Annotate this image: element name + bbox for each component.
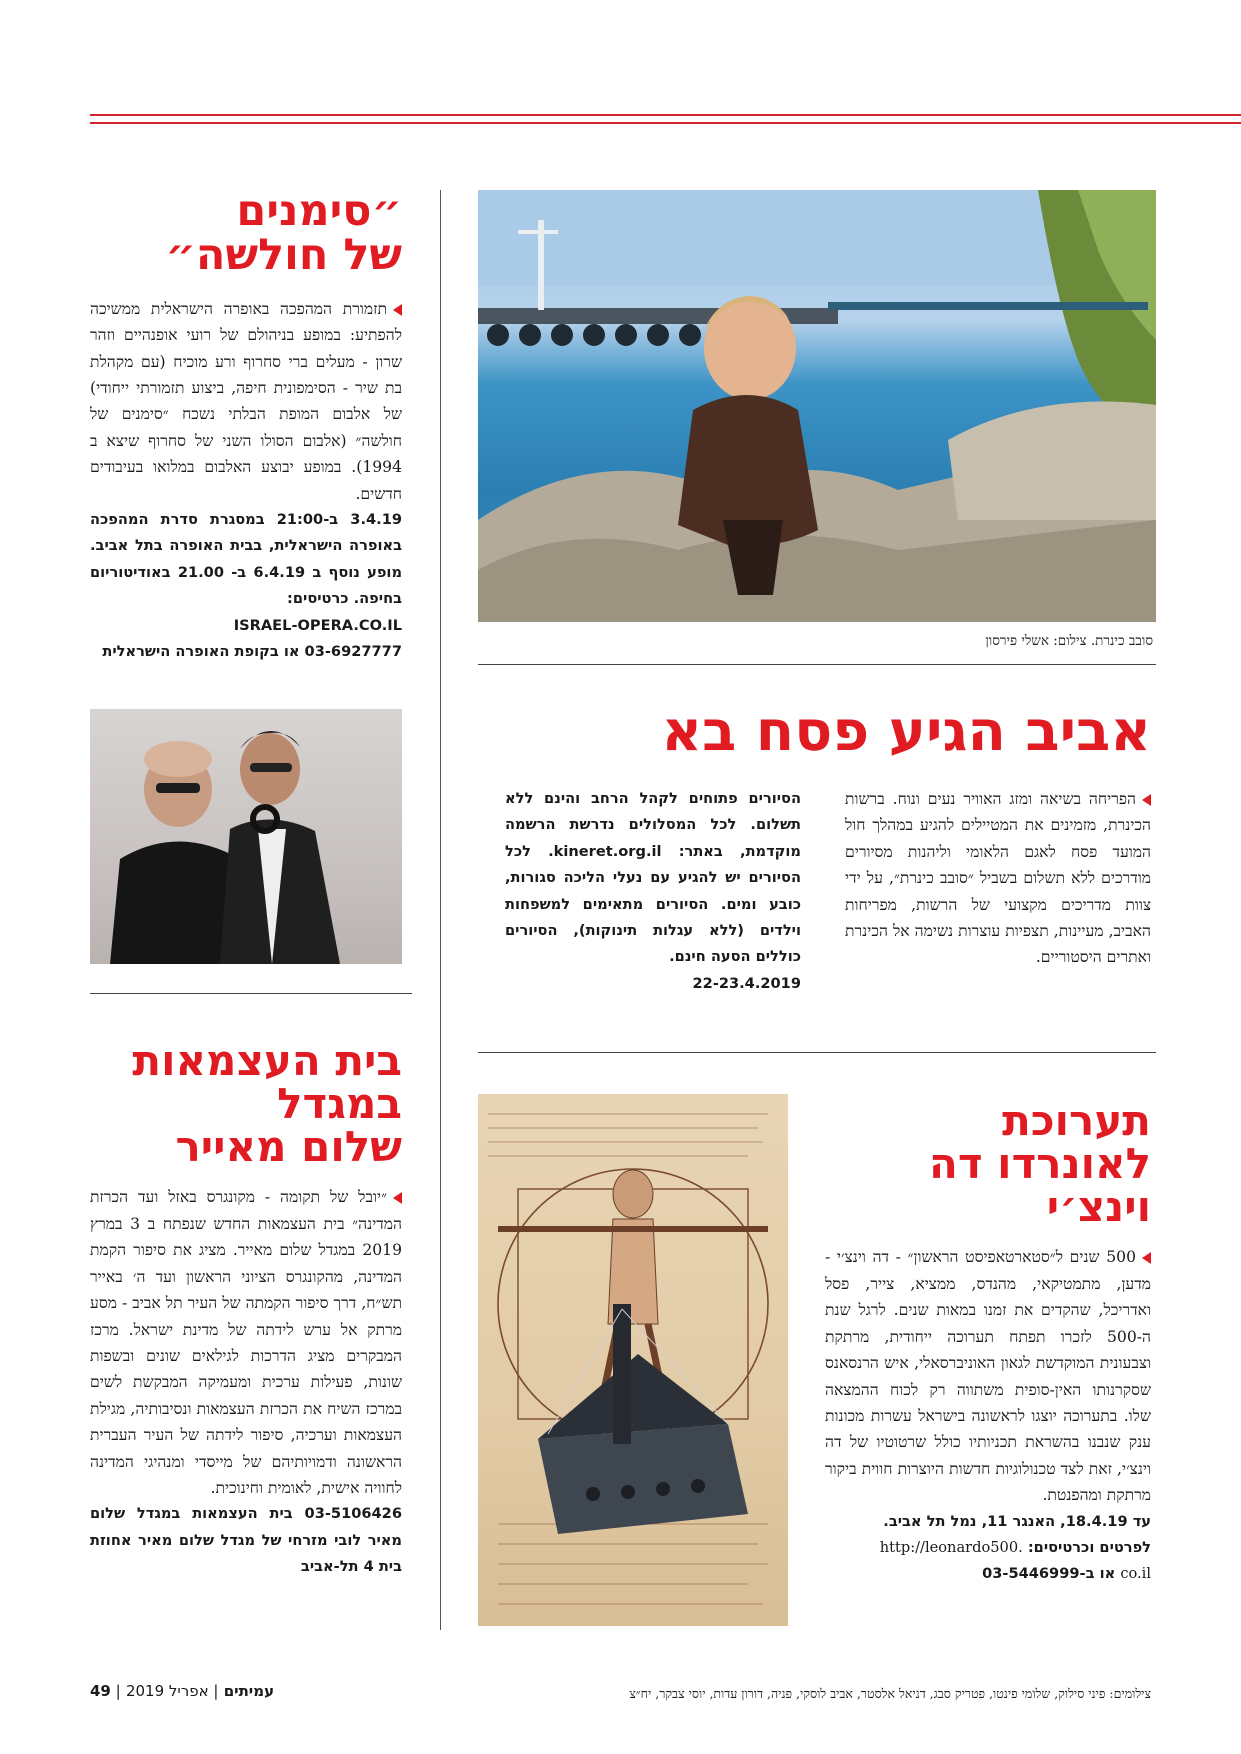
bullet-icon [1142, 1252, 1151, 1264]
spring-title: אביב הגיע פסח בא [661, 699, 1151, 764]
section-divider [478, 1052, 1156, 1053]
section-divider [478, 664, 1156, 665]
vitruvian-illustration [478, 1094, 788, 1626]
musicians-illustration [90, 709, 402, 964]
bullet-icon [1142, 794, 1151, 806]
section-divider [90, 993, 412, 994]
page-number: 49 [90, 1682, 111, 1700]
page-footer: עמיתים | אפריל 2019 | 49 [90, 1682, 275, 1700]
opera-article [90, 186, 403, 665]
independence-title: בית העצמאות במגדל שלום מאייר [132, 1036, 402, 1171]
spring-dates: 22-23.4.2019 [692, 974, 801, 992]
opera-details: 3.4.19 ב-21:00 במסגרת סדרת המהפכה באופרה הישראלית, בבית האופרה בתל אביב. מופע נוסף ב 6.4.19 ב- 21.00 באודיטוריום בחיפה. כרטיסים: [90, 510, 403, 608]
opera-website[interactable]: ISRAEL-OPERA.CO.IL [233, 616, 402, 634]
photo-caption: סובב כינרת. צילום: אשלי פירסון [985, 633, 1153, 649]
photo-credits: צילומים: פיני סילוק, שלומי פינטו, פטריק סבג, דניאל אלסטר, אביב לוסקי, פניה, דורון עדות, יוסי צבקר, יח״צ [629, 1686, 1151, 1701]
kinneret-illustration [478, 190, 1156, 622]
independence-article [90, 1036, 403, 1581]
issue-date: אפריל 2019 [125, 1682, 209, 1700]
leonardo-article [825, 1096, 1151, 1588]
top-rule [90, 114, 1241, 116]
spring-column-1: הפריחה בשיאה ומזג האוויר נעים ונוח. ברשות הכינרת, מזמינים את המטיילים להגיע במהלך חול המועד פסח לאגם הלאומי וליהנות מסיורים מודרכים ללא תשלום בשביל ״סובב כינרת״, על ידי צוות מדריכים מקצועי של הרשות, מפריחות האביב, מעיינות, תצפיות עוצרות נשימה אל הכינרת ואתרים היסטוריים. [845, 790, 1151, 967]
opera-body: תזמורת המהפכה באופרה הישראלית ממשיכה להפתיע: במופע בניהולם של רועי אופנהיים וזהר שרון - מעלים ברי סחרוף ורע מוכיח (עם מקהלת בת שיר - הסימפונית חיפה, ביצוע תזמורתי ייחודי) של אלבום המופת הבלתי נשכח ״סימנים של חולשה״ (אלבום הסולו השני של סחרוף שיצא ב 1994). במופע יבוצע האלבום במלואו בעיבודים חדשים. 3.4.19 ב-21:00 במסגרת סדרת המהפכה באופרה הישראלית, בבית האופרה בתל אביב. מופע נוסף ב 6.4.19 ב- 21.00 באודיטוריום בחיפה. כרטיסים: ISRAEL-OPERA.CO.IL 03-6927777 או בקופת האופרה הישראלית [90, 296, 402, 666]
opera-title: ״סימנים של חולשה״ [165, 186, 402, 280]
magazine-name: עמיתים [223, 1682, 275, 1700]
musicians-photo [90, 709, 402, 964]
bullet-icon [393, 1192, 402, 1204]
leonardo-body: 500 שנים ל״סטארטאפיסט הראשון״ - דה וינצ׳י - מדען, מתמטיקאי, מהנדס, ממציא, צייר, פסל ואדריכל, שהקדים את זמנו במאות שנים. לרגל שנת ה-500 לזכרו תפתח תערוכה ייחודית, מרתקת וצבעונית המוקדשת לגאון האוניברסאלי, איש הרנסאנס שסקרנותו האין-סופית משתווה רק לכוח ההמצאה שלו. בתערוכה יוצגו לראשונה בישראל עשרות מכונות ענק שנבנו בהשראת תכניותיו כולל שרטוטיו של דה וינצ׳י, זאת לצד טכנולוגיות חדשות היוצרות חווית ביקור מרתקת ומהפנטת. עד 18.4.19, האנגר 11, נמל תל אביב. לפרטים וכרטיסים: http://leonardo500. co.il או ב-03-5446999 [825, 1244, 1151, 1587]
kinneret-photo [478, 190, 1156, 622]
leonardo-url[interactable]: http://leonardo500. [879, 1538, 1023, 1556]
vitruvian-photo [478, 1094, 788, 1626]
spring-tour-info: הסיורים פתוחים לקהל הרחב והינם ללא תשלום. לכל המסלולים נדרשת הרשמה מוקדמת, באתר: kineret.org.il. לכל הסיורים יש להגיע עם נעלי הליכה סגורות, כובע ומים. הסיורים מתאימים למשפחות וילדים (ללא עגלות תינוקות), הסיורים כוללים הסעה חינם. [505, 790, 801, 966]
leonardo-title: תערוכת לאונרדו דה וינצ׳י [929, 1096, 1151, 1231]
leonardo-phone-line: co.il או ב-03-5446999 [982, 1565, 1151, 1583]
leonardo-tickets: לפרטים וכרטיסים: http://leonardo500. [879, 1538, 1151, 1556]
independence-body: ״יובל של תקומה - מקונגרס באזל ועד הכרזת המדינה״ בית העצמאות החדש שנפתח ב 3 במרץ 2019 במגדל שלום מאייר. מציג את סיפור הקמת המדינה, מהקונגרס הציוני הראשון ועד ה׳ באייר תש״ח, דרך סיפור הקמתה של העיר תל אביב - מסע מרתק אל ערש לידתה של מדינת ישראל. מרכז המבקרים מציג הדרכות לגילאים שונים ובשפות שונות, פעילות ערכית ומעמיקה המבקשת לשים במרכז השיח את הכרזת העצמאות ונסיבותיה, מגילת העצמאות וערכיה, סיפור לידתה של העיר העברית הראשונה ודמויותיהם של מייסדי ומנהיגי המדינה לחוויה אישית, לאומית וחינוכית. 03-5106426 בית העצמאות במגדל שלום מאיר לובי מזרחי של מגדל שלום מאיר אחוזת בית 4 תל-אביב [90, 1184, 402, 1580]
top-rule-2 [90, 122, 1241, 124]
column-divider [440, 190, 441, 1630]
independence-address: 03-5106426 בית העצמאות במגדל שלום מאיר לובי מזרחי של מגדל שלום מאיר אחוזת בית 4 תל-אביב [90, 1505, 402, 1576]
leonardo-dates: עד 18.4.19, האנגר 11, נמל תל אביב. [883, 1512, 1151, 1530]
opera-phone: 03-6927777 או בקופת האופרה הישראלית [102, 643, 402, 660]
spring-column-2 [505, 786, 801, 997]
bullet-icon [393, 304, 402, 316]
